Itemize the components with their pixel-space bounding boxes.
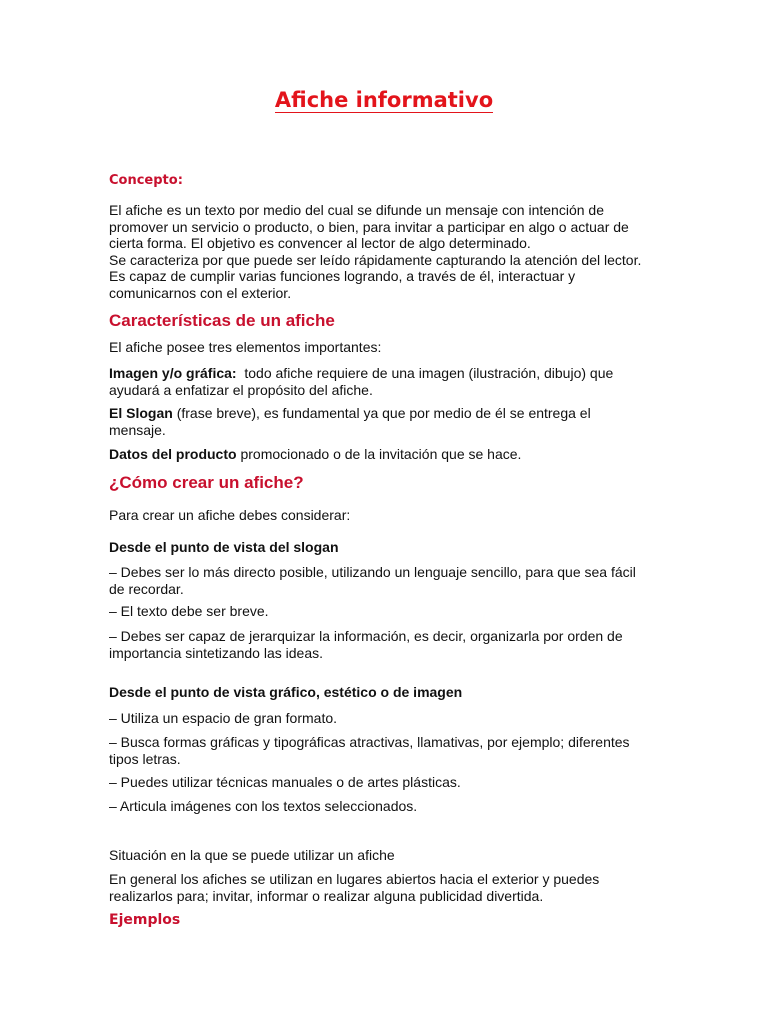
situacion-paragraph	[109, 871, 669, 904]
slogan-item	[109, 564, 669, 597]
list-item-line: – Debes ser lo más directo posible, utilizando un lenguaje sencillo, para que sea fácil	[109, 564, 636, 580]
slogan-bold-term: El Slogan	[109, 405, 173, 421]
situacion-line: En general los afiches se utilizan en lugares abiertos hacia el exterior y puedes	[109, 871, 600, 887]
list-item-line: – Articula imágenes con los textos seleccionados.	[109, 798, 418, 814]
slogan-text: (frase breve), es fundamental ya que por medio de él se entrega el	[176, 405, 591, 421]
como-crear-heading: ¿Cómo crear un afiche?	[109, 473, 304, 492]
imagen-paragraph	[109, 365, 669, 398]
list-item-line: importancia sintetizando las ideas.	[109, 644, 324, 661]
concepto-line: Es capaz de cumplir varias funciones logrando, a través de él, interactuar y	[109, 268, 576, 284]
concepto-paragraph	[109, 202, 669, 301]
document-title: Afiche informativo	[274, 88, 494, 112]
list-item-line: – Puedes utilizar técnicas manuales o de artes plásticas.	[109, 774, 461, 790]
concepto-line: El afiche es un texto por medio del cual se difunde un mensaje con intención de	[109, 202, 604, 218]
list-item-line: – El texto debe ser breve.	[109, 603, 269, 619]
imagen-text: todo afiche requiere de una imagen (ilustración, dibujo) que	[244, 365, 614, 381]
list-item-line: – Busca formas gráficas y tipográficas atractivas, llamativas, por ejemplo; diferentes	[109, 734, 630, 750]
slogan-item	[109, 603, 669, 620]
imagen-bold-term: Imagen y/o gráfica:	[109, 365, 237, 381]
slogan-paragraph	[109, 405, 669, 438]
slogan-item	[109, 628, 669, 661]
ejemplos-label: Ejemplos	[109, 912, 181, 928]
como-crear-intro: Para crear un afiche debes considerar:	[109, 507, 351, 523]
grafico-item	[109, 710, 669, 727]
concepto-line: comunicarnos con el exterior.	[109, 284, 292, 301]
concepto-line: cierta forma. El objetivo es convencer al lector de algo determinado.	[109, 235, 531, 251]
concepto-line: Se caracteriza por que puede ser leído rápidamente capturando la atención del lector.	[109, 251, 642, 268]
situacion-line: realizarlos para; invitar, informar o realizar alguna publicidad divertida.	[109, 887, 544, 904]
list-item-line: – Utiliza un espacio de gran formato.	[109, 710, 338, 726]
grafico-item	[109, 734, 669, 767]
slogan-text: mensaje.	[109, 421, 166, 438]
list-item-line: de recordar.	[109, 580, 184, 597]
caracteristicas-heading: Características de un afiche	[109, 311, 335, 330]
concepto-label: Concepto:	[109, 173, 183, 188]
slogan-section-heading: Desde el punto de vista del slogan	[109, 539, 339, 555]
imagen-text: ayudará a enfatizar el propósito del afiche.	[109, 381, 373, 398]
datos-paragraph	[109, 446, 669, 463]
grafico-item	[109, 774, 669, 791]
concepto-line: promover un servicio o producto, o bien, para invitar a participar en algo o actuar de	[109, 218, 629, 235]
datos-text: promocionado o de la invitación que se hace.	[240, 446, 522, 462]
list-item-line: tipos letras.	[109, 750, 181, 767]
datos-bold-term: Datos del producto	[109, 446, 237, 462]
grafico-item	[109, 798, 669, 815]
situacion-heading: Situación en la que se puede utilizar un afiche	[109, 847, 395, 863]
caracteristicas-intro: El afiche posee tres elementos importantes:	[109, 339, 382, 355]
list-item-line: – Debes ser capaz de jerarquizar la información, es decir, organizarla por orden de	[109, 628, 623, 644]
grafico-section-heading: Desde el punto de vista gráfico, estético o de imagen	[109, 684, 463, 700]
